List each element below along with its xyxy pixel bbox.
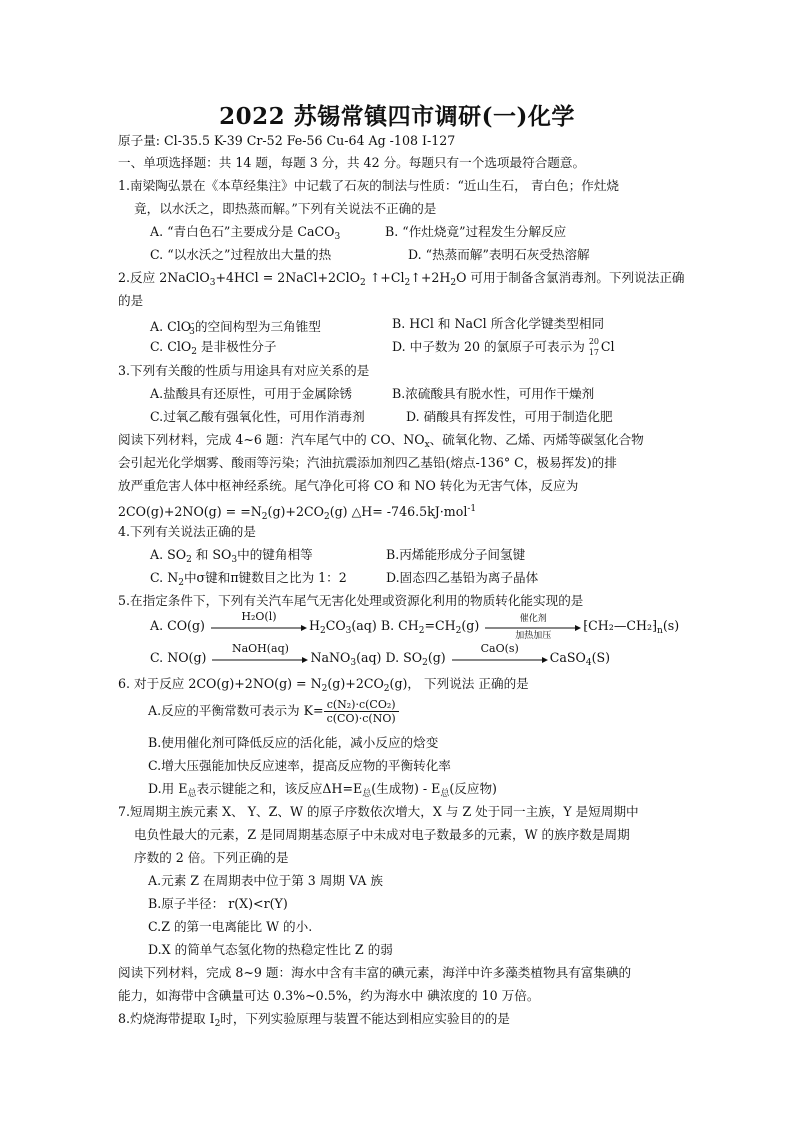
equilibrium-constant-fraction: $\frac{\text{c(N₂)·c(CO₂)}}{c(CO)\cdot c(NO)}$ (324, 698, 399, 725)
q1-option-c: C. “以水沃之”过程放出大量的热 (150, 247, 332, 262)
q6-option-d: D.用 $E_总$表示键能之和，该反应$\Delta H=E_总$(生成物) - $E_总$(反应物) (148, 781, 497, 799)
reaction-arrow: CaO(s) (452, 651, 548, 667)
reading1-line3: 放严重危害人体中枢神经系统。尾气净化可将 CO 和 NO 转化为无害气体，反应为 (118, 478, 579, 493)
atomic-masses: 原子量: Cl-35.5 K-39 Cr-52 Fe-56 Cu-64 Ag -108 I-127 (118, 133, 456, 148)
q6-option-a: A.反应的平衡常数可表示为 K= $\frac{\text{c(N₂)·c(CO₂)}}{c(CO)\cdot c(NO)}$ (148, 697, 399, 725)
q7-option-c: C.Z 的第一电离能比 W 的小. (148, 919, 313, 934)
reading2-line1: 阅读下列材料，完成 8~9 题：海水中含有丰富的碘元素，海洋中许多藻类植物具有富集碘的 (118, 965, 632, 980)
isotope-notation: 20 17 (588, 336, 600, 357)
q1-stem-line2: 竟，以水沃之，即热蒸而解。”下列有关说法不正确的是 (134, 201, 437, 216)
q3-stem: 3.下列有关酸的性质与用途具有对应关系的是 (118, 363, 370, 378)
q4-option-d: D.固态四乙基铅为离子晶体 (386, 570, 539, 585)
reading1-line2: 会引起光化学烟雾、酸雨等污染；汽油抗震添加剂四乙基铅(熔点-136° C，极易挥发)的排 (118, 455, 617, 470)
q7-option-a: A.元素 Z 在周期表中位于第 3 周期 VA 族 (148, 873, 383, 888)
reading1-line1: 阅读下列材料，完成 4~6 题：汽车尾气中的 CO、$NO_x$、硫氧化物、乙烯、丙烯等碳氢化合物 (118, 432, 644, 450)
q1-stem-line1: 1.南梁陶弘景在《本草经集注》中记载了石灰的制法与性质：“近山生石， 青白色；作灶烧 (118, 178, 620, 193)
q6-option-c: C.增大压强能加快反应速率，提高反应物的平衡转化率 (148, 758, 451, 773)
q7-option-d: D.X 的简单气态氢化物的热稳定性比 Z 的弱 (148, 942, 393, 957)
q4-option-b: B.丙烯能形成分子间氢键 (386, 547, 526, 562)
q7-stem-line2: 电负性最大的元素，Z 是同周期基态原子中未成对电子数最多的元素，W 的族序数是周期 (134, 827, 630, 842)
q4-stem: 4.下列有关说法正确的是 (118, 524, 256, 539)
q6-stem: 6. 对于反应 $2CO(g)+2NO(g) = N_2(g)+2CO_2(g)$， 下列说法 正确的是 (118, 676, 529, 694)
q5-option-a-b: A. CO(g) H₂O(l) $H_2CO_3(aq)$ B. $CH_2=CH_2(g)$ 催化剂 加热加压 $⁅CH_2—CH_2⁆_n(s)$ (150, 609, 680, 641)
q2-option-a: A. ClO-$_3$的空间构型为三角锥型 (150, 319, 321, 337)
q4-option-c: C. $N_2$中σ键和π键数目之比为 1：2 (150, 570, 347, 588)
q2-stem-line1: 2.反应 2NaClO$_3$+4HCl = 2NaCl+2ClO$_2$ $↑+Cl_2↑+2H_2O$ 可用于制备含氯消毒剂。下列说法正确 (118, 270, 685, 288)
q3-option-b: B.浓硫酸具有脱水性，可用作干燥剂 (392, 386, 595, 401)
reaction-arrow: NaOH(aq) (212, 651, 308, 667)
reading2-line2: 能力，如海带中含碘量可达 0.3%~0.5%，约为海水中 碘浓度的 10 万倍。 (118, 988, 540, 1003)
q2-stem-line2: 的是 (118, 293, 144, 308)
q3-option-c: C.过氧乙酸有强氧化性，可用作消毒剂 (150, 409, 365, 424)
q4-option-a: A. $SO_2$ 和 $SO_3$中的键角相等 (150, 547, 313, 565)
reaction-arrow: H₂O(l) (211, 619, 307, 635)
q3-option-a: A.盐酸具有还原性，可用于金属除锈 (150, 386, 353, 401)
q2-option-b: B. HCl 和 NaCl 所含化学键类型相同 (392, 316, 605, 331)
reading1-line4: $2CO(g)+2NO(g) = =N_2(g)+2CO_2(g)$ △H= -746.5kJ·mol$^{-1}$ (118, 504, 477, 522)
q7-stem-line1: 7.短周期主族元素 X、 Y、Z、W 的原子序数依次增大，X 与 Z 处于同一主族，Y 是短周期中 (118, 804, 639, 819)
q1-option-b: B. “作灶烧竟”过程发生分解反应 (385, 224, 567, 239)
q1-option-a: A. “青白色石”主要成分是 CaCO$_3$ (150, 224, 341, 242)
q2-option-d: D. 中子数为 20 的氯原子可表示为 20 17 Cl (392, 336, 615, 357)
q5-option-c-d: C. NO(g) NaOH(aq) NaNO$_3$(aq) D. $SO_2(g)$ CaO(s) CaSO$_4$(S) (150, 641, 611, 668)
q6-option-b: B.使用催化剂可降低反应的活化能，减小反应的焓变 (148, 735, 439, 750)
q7-stem-line3: 序数的 2 倍。下列正确的是 (134, 850, 289, 865)
q8-stem: 8.灼烧海带提取 $I_2$时，下列实验原理与装置不能达到相应实验目的的是 (118, 1011, 510, 1029)
q5-stem: 5.在指定条件下，下列有关汽车尾气无害化处理或资源化利用的物质转化能实现的是 (118, 593, 584, 608)
section-heading: 一、单项选择题：共 14 题，每题 3 分，共 42 分。每题只有一个选项最符合题意。 (118, 155, 586, 170)
q2-option-c: C. ClO$_2$ 是非极性分子 (150, 339, 277, 357)
q3-option-d: D. 硝酸具有挥发性，可用于制造化肥 (406, 409, 613, 424)
q1-option-d: D. “热蒸而解”表明石灰受热溶解 (408, 247, 590, 262)
q7-option-b: B.原子半径： r(X)<r(Y) (148, 896, 288, 911)
page-title: 2022 苏锡常镇四市调研(一)化学 (219, 103, 575, 130)
reaction-arrow: 催化剂 加热加压 (485, 619, 581, 635)
